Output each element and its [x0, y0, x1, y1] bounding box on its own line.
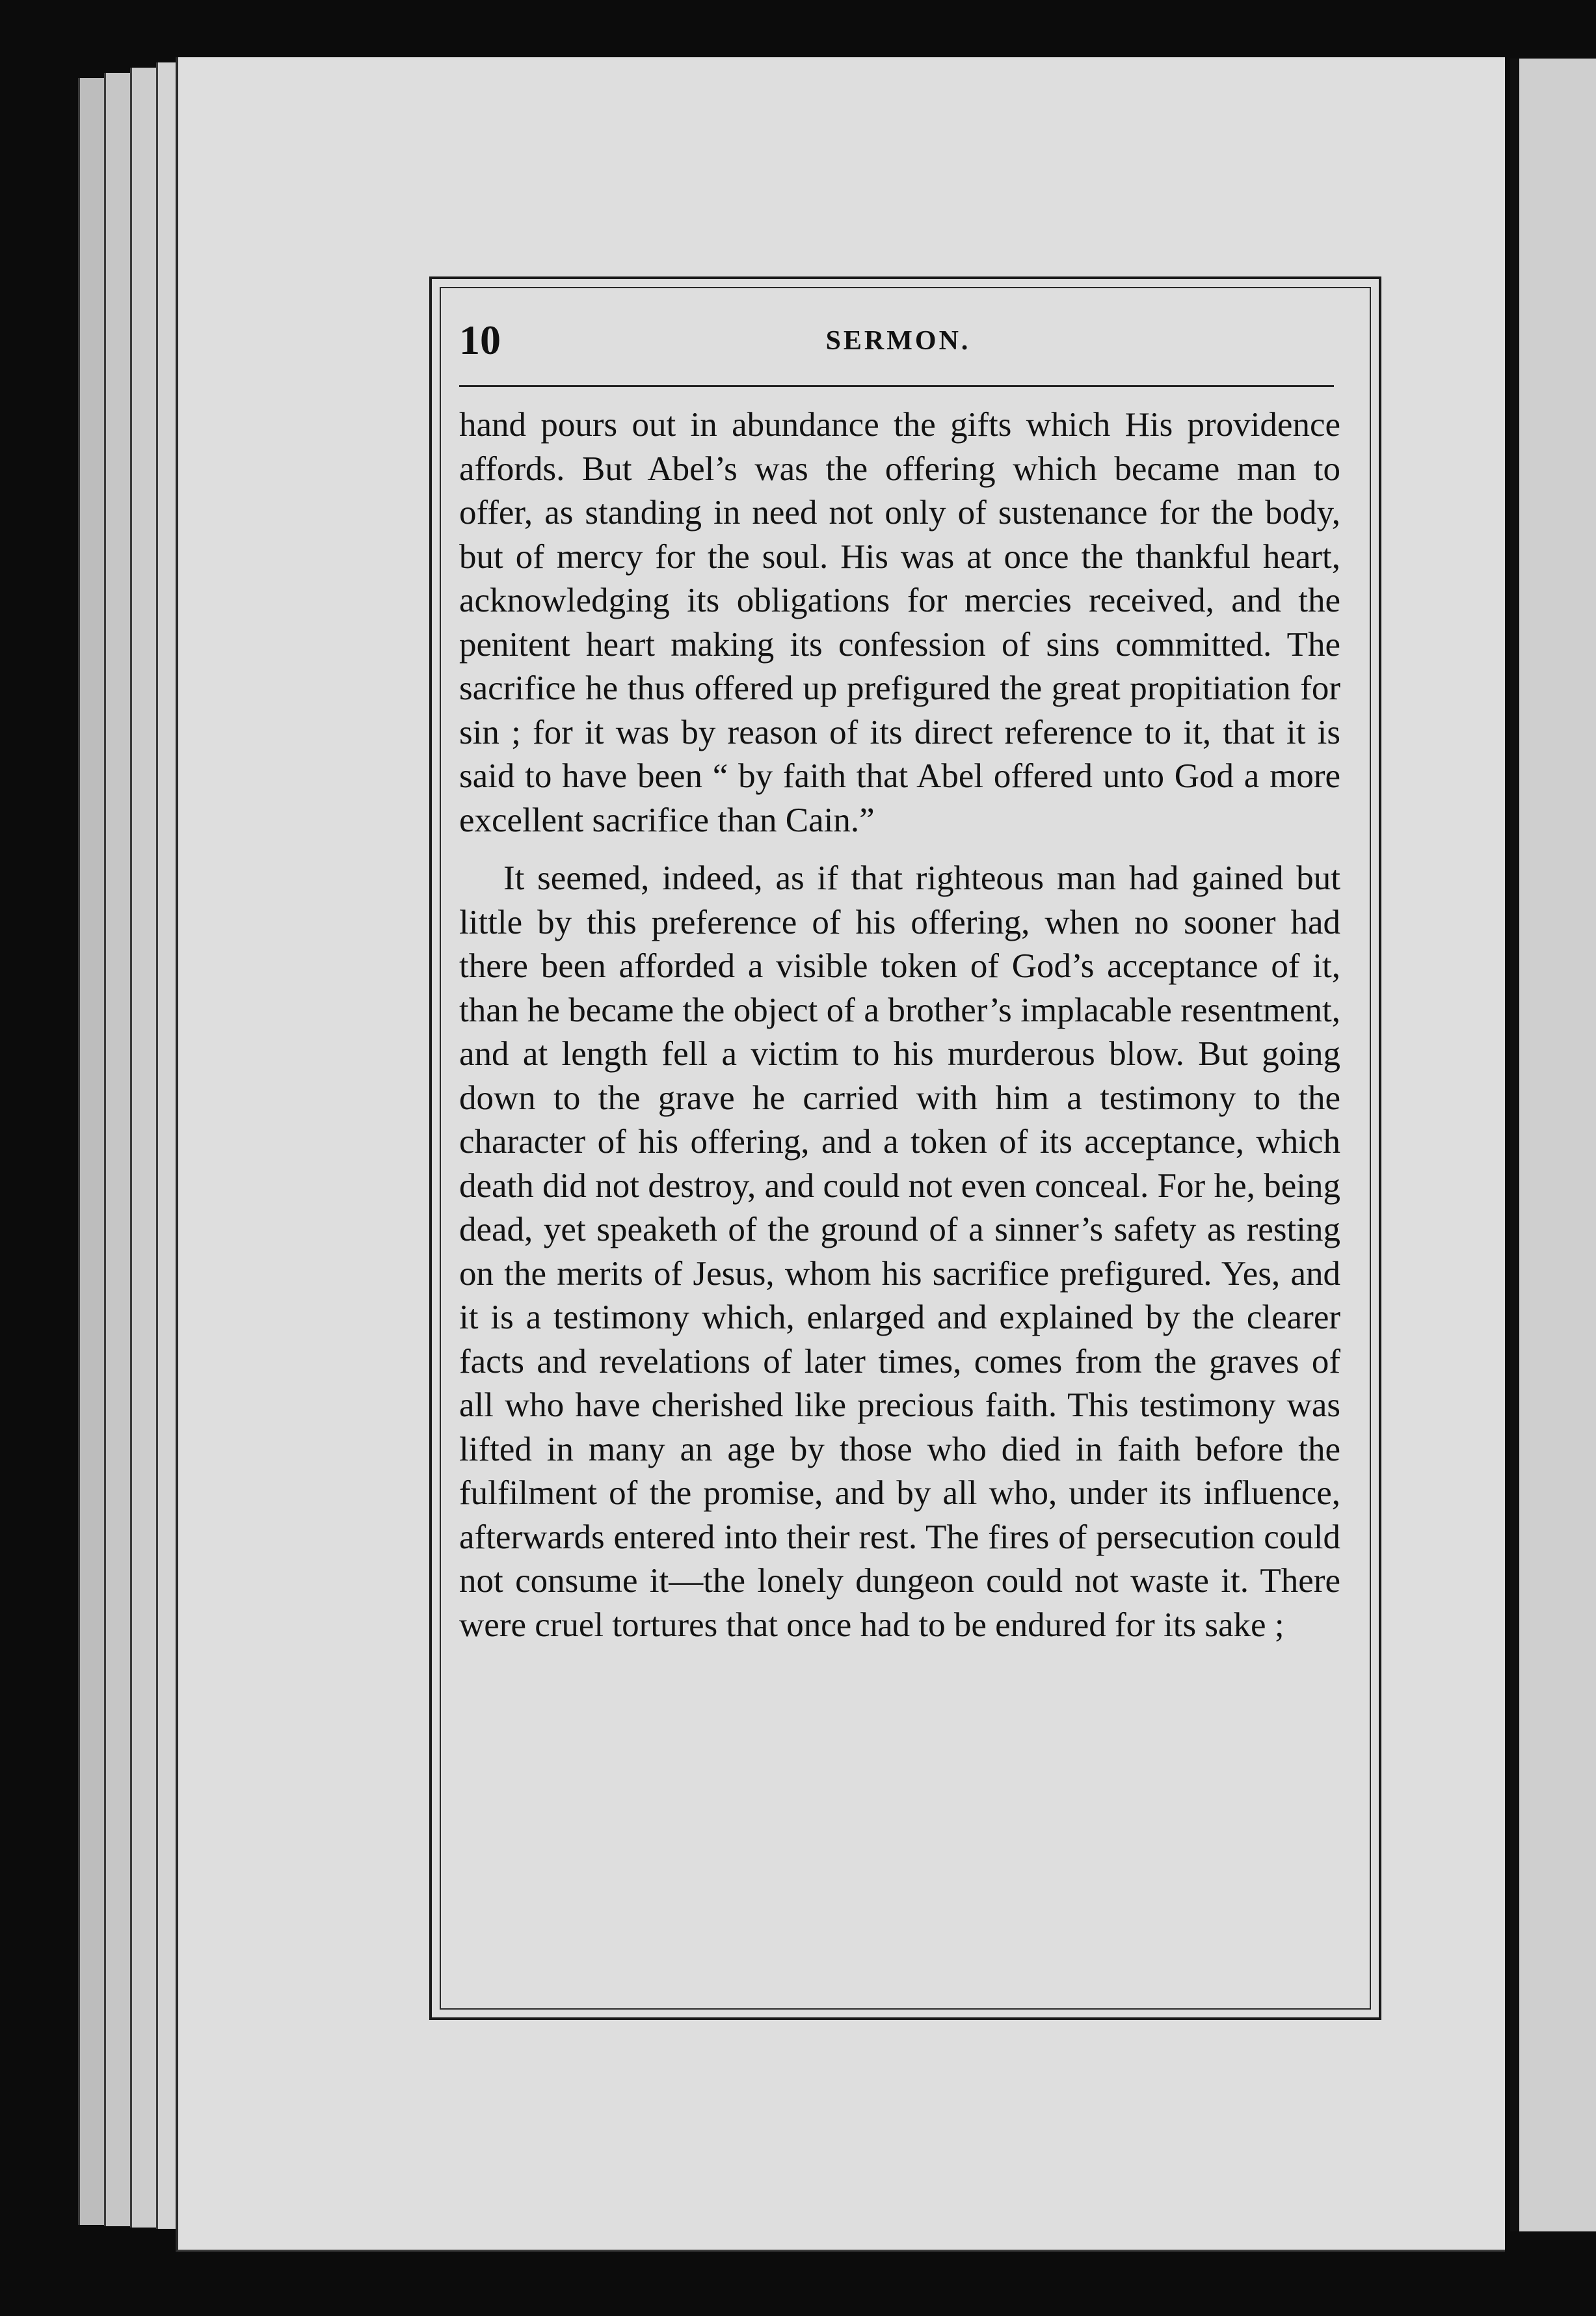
paragraph: hand pours out in abundance the gifts which His providence affords. But Abel’s was the offering which became man to offer, as standing in need not only of sustenance for the body, but of mercy for the soul. His was at once the thankful heart, acknowledging its obligations for mercies received, and the penitent heart making its confession of sins committed. The sacrifice he thus offered up prefigured the great propitiation for sin ; for it was by reason of its direct reference to it, that it is said to have been “ by faith that Abel offered unto God a more excellent sacrifice than Cain.” — [459, 406, 1340, 839]
running-head-title: SERMON. — [825, 326, 971, 356]
page-number: 10 — [459, 317, 501, 363]
running-head — [459, 317, 1337, 363]
running-head-rule — [459, 385, 1334, 387]
body-text — [459, 403, 1340, 1647]
facing-page-edge — [1510, 59, 1596, 2231]
paragraph: It seemed, indeed, as if that righteous man had gained but little by this preference of his offering, when no sooner had there been afforded a visible token of God’s acceptance of it, than he became the object of a brother’s implacable resentment, and at length fell a victim to his murderous blow. But going down to the grave he carried with him a testimony to the character of his offering, and a token of its acceptance, which death did not destroy, and could not even conceal. For he, being dead, yet speaketh of the ground of a sinner’s safety as resting on the merits of Jesus, whom his sacrifice prefigured. Yes, and it is a testimony which, enlarged and explained by the clearer facts and revelations of later times, comes from the graves of all who have cherished like precious faith. This testimony was lifted in many an age by those who died in faith before the fulfilment of the promise, and by all who, under its influence, afterwards entered into their rest. The fires of persecution could not consume it—the lonely dungeon could not waste it. There were cruel tortures that once had to be endured for its sake ; — [459, 859, 1340, 1644]
